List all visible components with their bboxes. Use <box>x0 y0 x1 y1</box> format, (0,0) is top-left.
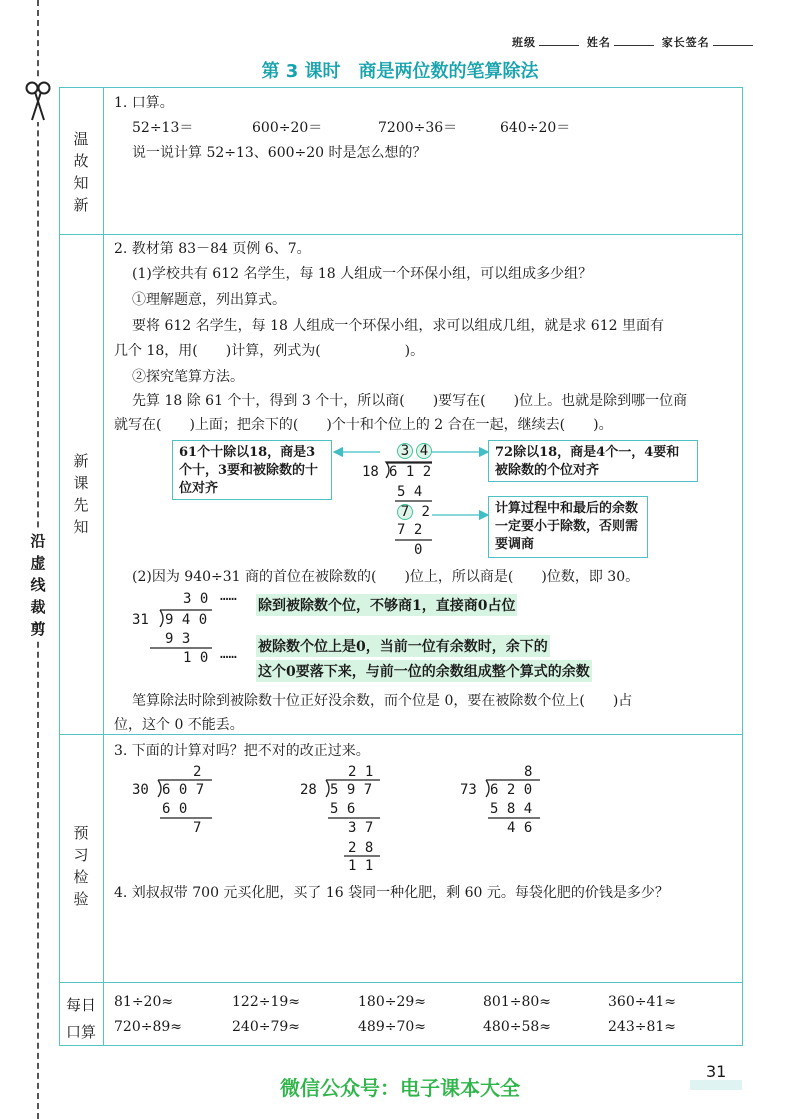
d3-quotient: 8 <box>524 764 533 780</box>
label-column-divider <box>103 87 104 1046</box>
d1-quotient: 2 <box>193 764 202 780</box>
parent-label: 家长签名 <box>661 36 710 49</box>
q1-heading: 1. 口算。 <box>114 95 174 111</box>
div1-step: 5 4 <box>397 484 423 500</box>
class-blank[interactable] <box>539 45 579 46</box>
cut-label: 沿虚线裁剪 <box>30 532 46 638</box>
section-label-preview: 预习检验 <box>73 824 89 908</box>
q2-text: (2)因为 940÷31 商的首位在被除数的( )位上，所以商是( )位数，即 30。 <box>132 569 640 585</box>
daily-item: 243÷81≈ <box>608 1019 676 1035</box>
scissors-icon <box>24 80 52 122</box>
daily-item: 240÷79≈ <box>232 1019 300 1035</box>
q2-text: 先算 18 除 61 个十，得到 3 个十，所以商( )要写在( )位上。也就是除到哪一位商 <box>132 393 688 409</box>
section-label-newlesson: 新课先知 <box>73 452 89 536</box>
d2-step: 2 8 <box>348 840 374 856</box>
q2-text: (1)学校共有 612 名学生，每 18 人组成一个环保小组，可以组成多少组？ <box>132 266 593 282</box>
class-label: 班级 <box>512 36 536 49</box>
d3-step: 5 8 4 <box>490 801 533 817</box>
highlight-note: 除到被除数个位，不够商1，直接商0占位 <box>256 594 517 616</box>
div1-quotient <box>397 443 432 459</box>
footer-watermark: 微信公众号：电子课本大全 <box>280 1076 520 1100</box>
quotient-digit: 3 <box>397 443 413 459</box>
name-label: 姓名 <box>586 36 611 49</box>
q2-text: 要将 612 名学生，每 18 人组成一个环保小组，求可以组成几组，就是求 612 里面有 <box>132 318 664 334</box>
div1-step <box>397 504 430 520</box>
d2-remainder: 1 1 <box>348 858 374 874</box>
d2-divisor: 28 <box>300 782 317 798</box>
section-divider <box>59 734 743 735</box>
section-label-daily: 每日口算 <box>65 996 96 1041</box>
parent-blank[interactable] <box>713 45 753 46</box>
q2-text: 笔算除法时除到被除数十位正好没余数，而个位是 0，要在被除数个位上( )占 <box>132 693 633 709</box>
q3-heading: 3. 下面的计算对吗？把不对的改正过来。 <box>114 743 370 759</box>
d2-step: 5 6 <box>330 801 356 817</box>
q2-heading: 2. 教材第 83－84 页例 6、7。 <box>114 241 311 257</box>
remainder-digit: 2 <box>421 504 430 520</box>
d1-divisor: 30 <box>132 782 149 798</box>
daily-item: 360÷41≈ <box>608 994 676 1010</box>
div2-step: 9 3 <box>165 631 191 647</box>
note-box-left: 61个十除以18，商是3个十，3要和被除数的十位对齐 <box>172 440 332 500</box>
div1-divisor: 18 <box>362 464 379 480</box>
d2-quotient: 2 1 <box>348 764 374 780</box>
section-divider <box>59 234 743 235</box>
div1-remainder: 0 <box>414 542 423 558</box>
daily-item: 720÷89≈ <box>114 1019 182 1035</box>
name-blank[interactable] <box>614 45 654 46</box>
daily-item: 122÷19≈ <box>232 994 300 1010</box>
d1-dividend: 6 0 7 <box>162 782 205 798</box>
page-number: 31 <box>706 1062 727 1081</box>
page-title: 第 3 课时 商是两位数的笔算除法 <box>261 61 539 82</box>
q1-item: 7200÷36＝ <box>378 120 458 136</box>
section-divider <box>59 982 743 983</box>
remainder-digit: 7 <box>397 504 413 520</box>
div2-remainder: 1 0 <box>183 650 209 666</box>
q1-item: 640÷20＝ <box>500 120 571 136</box>
highlight-note: 这个0要落下来，与前一位的余数组成整个算式的余数 <box>256 660 592 682</box>
d1-remainder: 7 <box>193 820 202 836</box>
section-label-review: 温故知新 <box>73 130 89 214</box>
daily-item: 489÷70≈ <box>358 1019 426 1035</box>
div2-dots: …… <box>220 646 237 662</box>
daily-item: 81÷20≈ <box>114 994 174 1010</box>
student-info <box>512 34 756 50</box>
q2-text: 几个 18，用( )计算，列式为( )。 <box>114 343 425 359</box>
q2-text: 就写在( )上面；把余下的( )个十和个位上的 2 合在一起，继续去( )。 <box>114 417 613 433</box>
quotient-digit: 4 <box>416 443 432 459</box>
div2-dividend: 9 4 0 <box>165 612 208 628</box>
d3-dividend: 6 2 0 <box>490 782 533 798</box>
q2-text: ①理解题意，列出算式。 <box>132 292 286 308</box>
d1-step: 6 0 <box>162 801 188 817</box>
q1-item: 600÷20＝ <box>252 120 323 136</box>
q2-text: 位，这个 0 不能丢。 <box>114 717 244 733</box>
q2-text: ②探究笔算方法。 <box>132 369 244 385</box>
div1-dividend: 6 1 2 <box>389 464 432 480</box>
div2-divisor: 31 <box>132 612 149 628</box>
highlight-note: 被除数个位上是0，当前一位有余数时，余下的 <box>256 635 550 657</box>
q4-question: 4. 刘叔叔带 700 元买化肥，买了 16 袋同一种化肥，剩 60 元。每袋化肥的价钱是多少？ <box>114 885 669 901</box>
div1-step: 7 2 <box>397 522 423 538</box>
q1-prompt: 说一说计算 52÷13、600÷20 时是怎么想的？ <box>132 145 427 161</box>
div2-quotient: 3 0 <box>183 591 209 607</box>
note-box-right-top: 72除以18，商是4个一，4要和被除数的个位对齐 <box>488 440 698 482</box>
d3-divisor: 73 <box>460 782 477 798</box>
daily-item: 801÷80≈ <box>483 994 551 1010</box>
d2-dividend: 5 9 7 <box>330 782 373 798</box>
div2-dots: …… <box>220 588 237 604</box>
q1-item: 52÷13＝ <box>132 120 194 136</box>
note-box-right-bottom: 计算过程中和最后的余数一定要小于除数，否则需要调商 <box>488 496 648 558</box>
d2-step: 3 7 <box>348 820 374 836</box>
daily-item: 480÷58≈ <box>483 1019 551 1035</box>
daily-item: 180÷29≈ <box>358 994 426 1010</box>
d3-remainder: 4 6 <box>507 820 533 836</box>
